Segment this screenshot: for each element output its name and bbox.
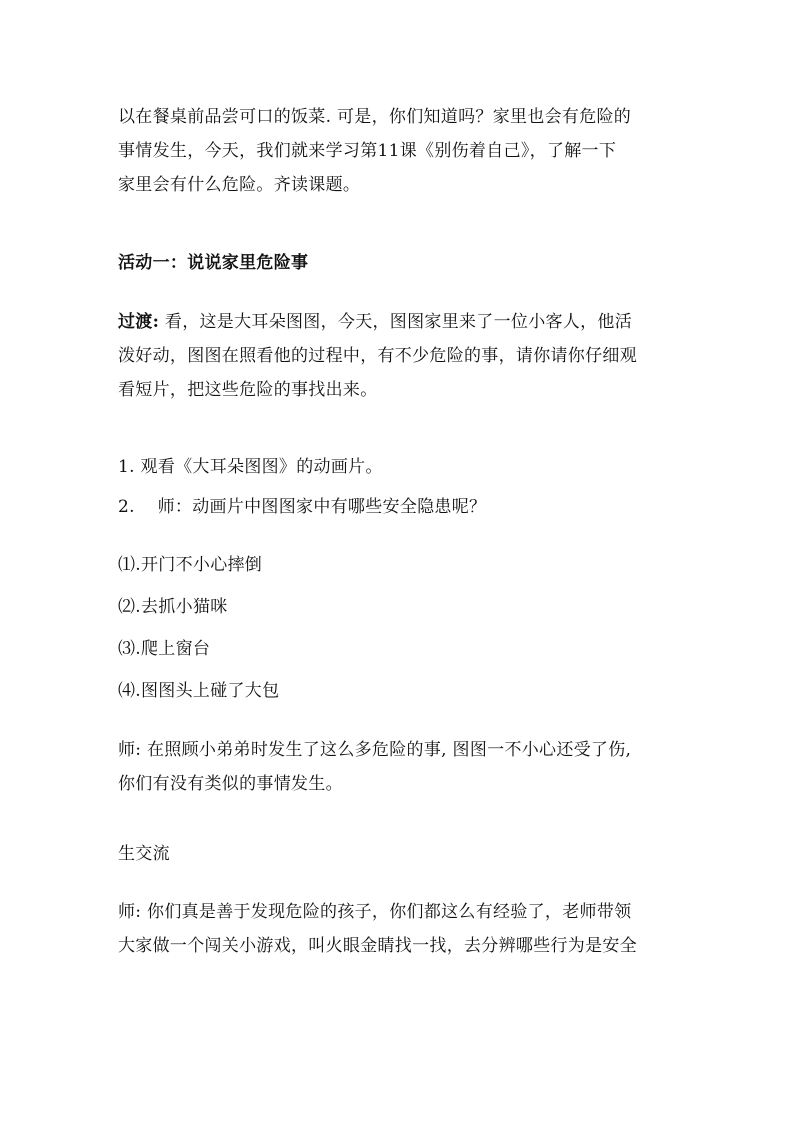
- remark-line: 师: 在照顾小弟弟时发生了这么多危险的事, 图图一不小心还受了伤,: [118, 740, 632, 760]
- teacher-remark: [118, 733, 680, 801]
- student-exchange: 生交流: [118, 844, 170, 864]
- hazard-item: ⑷.图图头上碰了大包: [118, 681, 280, 701]
- remark-line: 你们有没有类似的事情发生。: [118, 774, 343, 794]
- closing-paragraph: [118, 895, 680, 963]
- step-item: 2. 师：动画片中图图家中有哪些安全隐患呢？: [118, 497, 487, 517]
- transition-line: 看短片，把这些危险的事找出来。: [118, 380, 378, 400]
- closing-line: 师: 你们真是善于发现危险的孩子，你们都这么有经验了，老师带领: [118, 902, 632, 922]
- intro-line: 事情发生，今天，我们就来学习第11课《别伤着自己》，了解一下: [118, 141, 617, 161]
- intro-line: 家里会有什么危险。齐读课题。: [118, 175, 361, 195]
- hazard-item: ⑶.爬上窗台: [118, 639, 211, 659]
- transition-text: 看，这是大耳朵图图，今天，图图家里来了一位小客人，他活: [164, 312, 633, 332]
- transition-label: 过渡:: [118, 312, 160, 332]
- hazard-item: ⑴.开门不小心摔倒: [118, 555, 263, 575]
- step-item: 1. 观看《大耳朵图图》的动画片。: [118, 457, 383, 477]
- hazard-item: ⑵.去抓小猫咪: [118, 597, 228, 617]
- transition-paragraph: [118, 305, 680, 407]
- intro-paragraph: [118, 100, 680, 202]
- intro-line: 以在餐桌前品尝可口的饭菜. 可是，你们知道吗？家里也会有危险的: [118, 107, 632, 127]
- closing-line: 大家做一个闯关小游戏，叫火眼金睛找一找，去分辨哪些行为是安全: [118, 936, 637, 956]
- transition-line: [118, 305, 680, 339]
- activity-heading: 活动一：说说家里危险事: [118, 253, 309, 273]
- transition-line: 泼好动，图图在照看他的过程中，有不少危险的事，请你请你仔细观: [118, 346, 637, 366]
